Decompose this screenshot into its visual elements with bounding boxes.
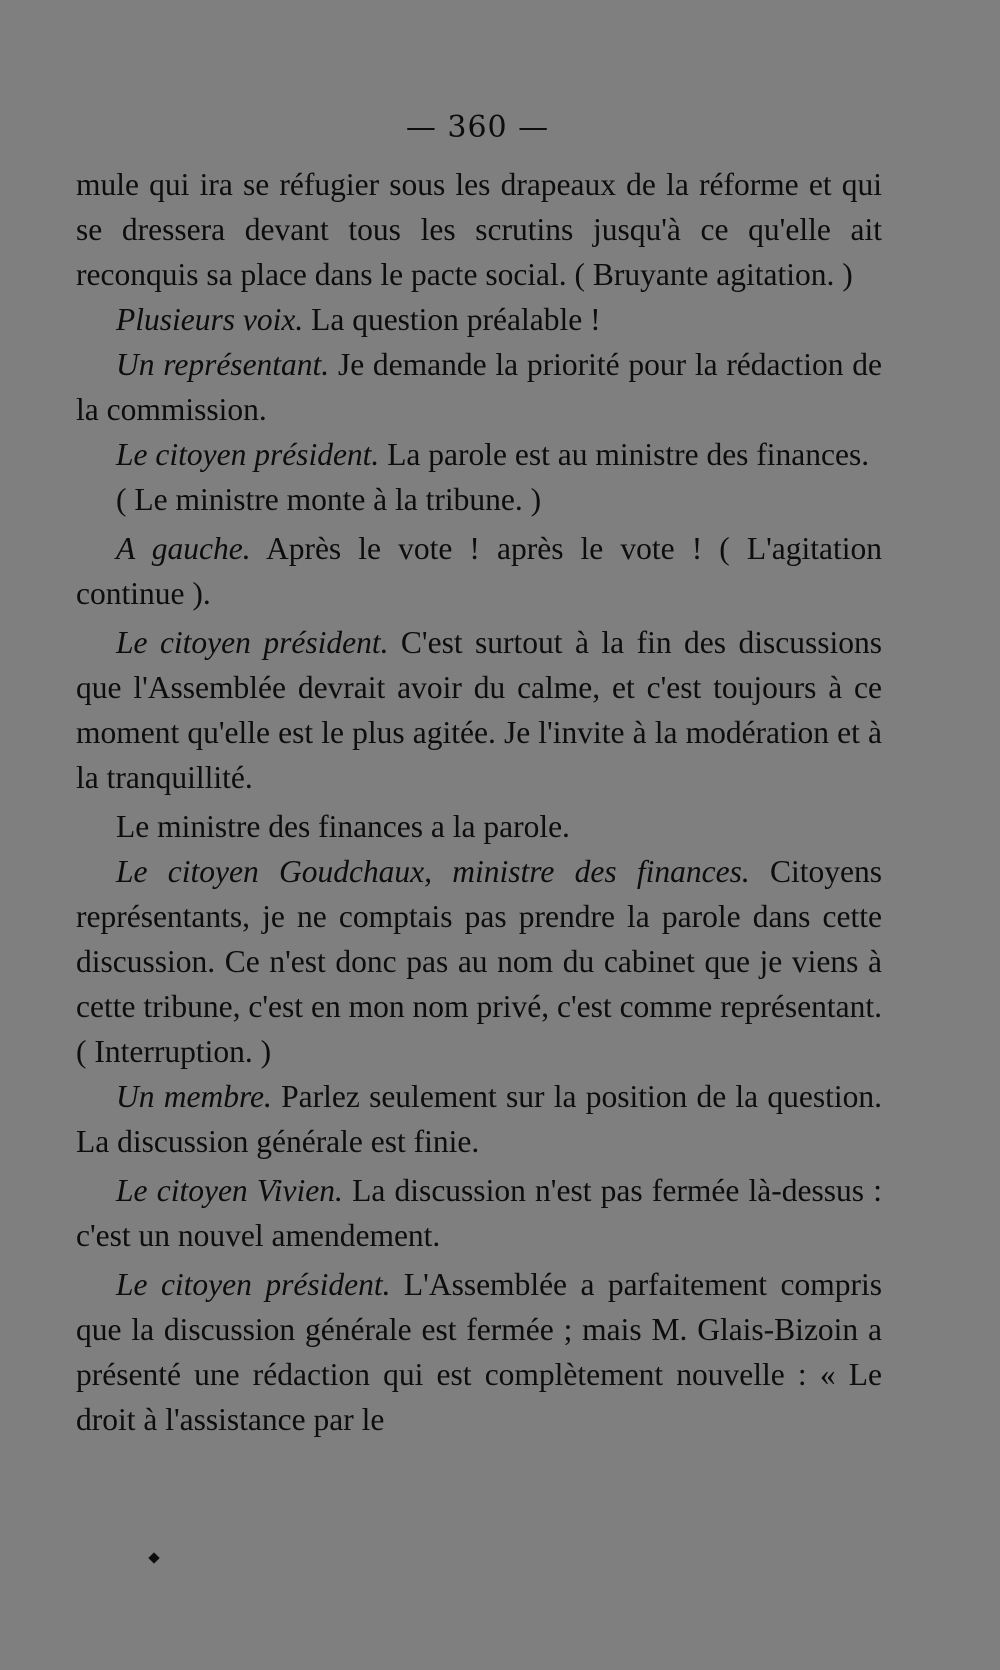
- paragraph: [76, 1168, 882, 1258]
- speaker-label: Le citoyen président.: [116, 1267, 391, 1302]
- paragraph: [76, 342, 882, 432]
- paragraph-text: mule qui ira se réfugier sous les drapeaux de la réforme et qui se dressera devant tous les scrutins jusqu'à ce qu'elle ait reconquis sa place dans le pacte social. ( Bruyante agitation. ): [76, 167, 882, 292]
- speaker-label: Le citoyen Vivien.: [116, 1173, 343, 1208]
- speaker-label: Un membre.: [116, 1079, 272, 1114]
- paragraph: [76, 432, 882, 477]
- paragraph-text: La discussion n'est pas fermée là-dessus : c'est un nouvel amendement.: [76, 1173, 882, 1253]
- paragraph-text: Après le vote ! après le vote ! ( L'agitation continue ).: [76, 531, 882, 611]
- paragraph: [76, 297, 882, 342]
- paragraph: [76, 162, 882, 297]
- paragraph-text: L'Assemblée a parfaitement compris que la discussion générale est fermée ; mais M. Glais-Bizoin a présenté une rédaction qui est complètement nouvelle : « Le droit à l'assistance par le: [76, 1267, 882, 1437]
- paragraph-text: La parole est au ministre des finances.: [379, 437, 870, 472]
- speaker-label: Le citoyen président.: [116, 437, 380, 472]
- speaker-label: Un représentant.: [116, 347, 330, 382]
- paragraph-text: ( Le ministre monte à la tribune. ): [116, 482, 542, 517]
- body-text: [76, 162, 882, 1442]
- paragraph: [76, 804, 882, 849]
- paragraph-text: Je demande la priorité pour la rédaction de la commission.: [76, 347, 882, 427]
- paragraph-text: Le ministre des finances a la parole.: [116, 809, 570, 844]
- speaker-label: Plusieurs voix.: [116, 302, 304, 337]
- speaker-label: Le citoyen président.: [116, 625, 389, 660]
- paragraph: [76, 526, 882, 616]
- paragraph-text: C'est surtout à la fin des discussions que l'Assemblée devrait avoir du calme, et c'est toujours à ce moment qu'elle est le plus agitée. Je l'invite à la modération et à la tranquillité.: [76, 625, 882, 795]
- paragraph: [76, 477, 882, 522]
- paragraph: [76, 1262, 882, 1442]
- paragraph-text: Parlez seulement sur la position de la question. La discussion générale est finie.: [76, 1079, 882, 1159]
- speaker-label: Le citoyen Goudchaux, ministre des finances.: [116, 854, 750, 889]
- paragraph: [76, 620, 882, 800]
- paragraph: [76, 1074, 882, 1164]
- paragraph-text: La question préalable !: [303, 302, 601, 337]
- paragraph: [76, 849, 882, 1074]
- ink-mark: [148, 1552, 159, 1563]
- page-number: — 360 —: [405, 110, 550, 145]
- paragraph-text: Citoyens représentants, je ne comptais pas prendre la parole dans cette discussion. Ce n'est donc pas au nom du cabinet que je viens à cette tribune, c'est en mon nom privé, c'est comme représentant. ( Interruption. ): [76, 854, 882, 1069]
- speaker-label: A gauche.: [116, 531, 251, 566]
